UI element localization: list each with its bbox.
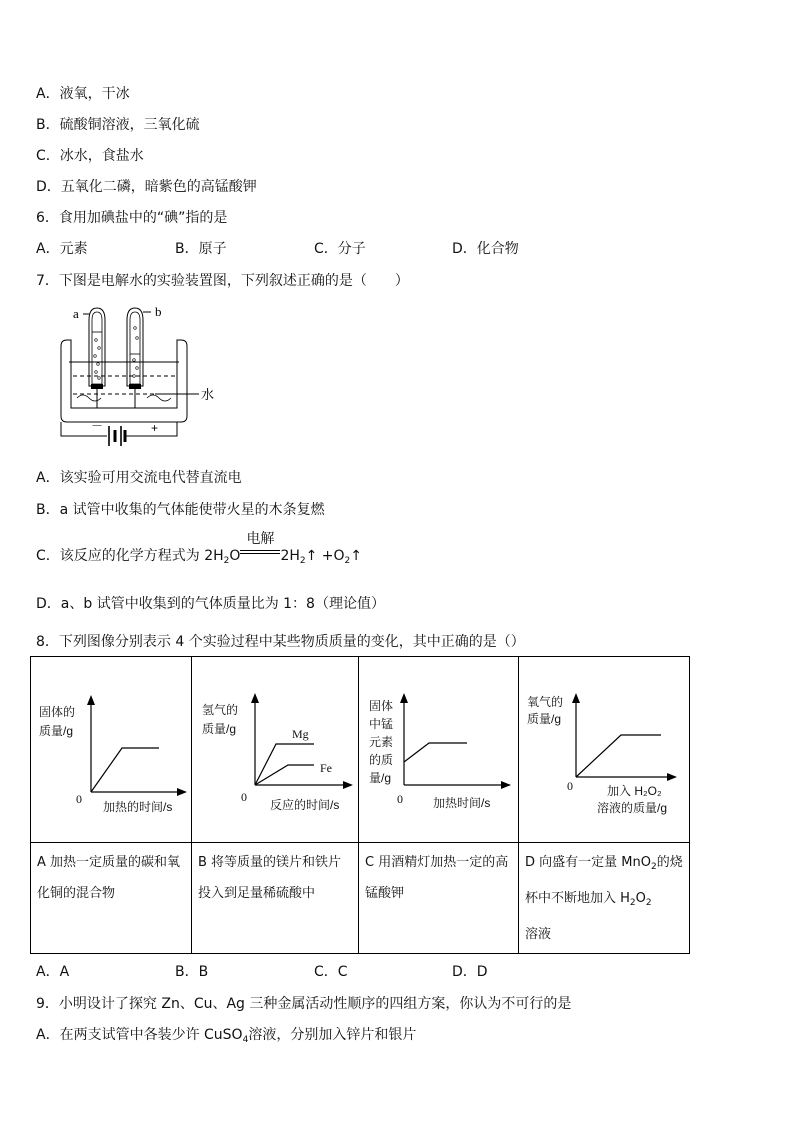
chart-a-ylabel-1: 固体的 xyxy=(39,705,76,719)
q8-option-b: B．B xyxy=(175,964,209,980)
chart-b-ylabel-2: 质量/g xyxy=(202,722,237,736)
q5-option-b: B．硫酸铜溶液，三氧化硫 xyxy=(36,117,200,133)
chart-c-caption-cell xyxy=(359,843,519,954)
q9-a-sub: 4 xyxy=(242,1035,249,1045)
q6-option-c: C．分子 xyxy=(314,241,366,257)
q6-option-b: B．原子 xyxy=(175,241,227,257)
q7-c-sub3: 2 xyxy=(344,556,351,566)
q7-c-sub1: 2 xyxy=(223,556,230,566)
q7-stem: 7．下图是电解水的实验装置图，下列叙述正确的是（ ） xyxy=(36,273,409,289)
q8-option-d: D．D xyxy=(452,964,488,980)
q9-option-a xyxy=(36,1024,416,1045)
q8-option-a: A．A xyxy=(36,964,70,980)
chart-b-origin: 0 xyxy=(241,790,247,804)
chart-d xyxy=(519,657,690,842)
chart-d-caption-sub2: 2 xyxy=(629,898,636,908)
chart-d-cell xyxy=(519,657,690,843)
water-label: 水 xyxy=(201,387,215,402)
chart-b-xlabel: 反应的时间/s xyxy=(270,798,340,812)
chart-a-caption: A 加热一定质量的碳和氧化铜的混合物 xyxy=(37,855,181,901)
chart-c-caption: C 用酒精灯加热一定的高锰酸钾 xyxy=(365,855,509,901)
chart-a-cell xyxy=(31,657,192,843)
q5-option-c: C．冰水，食盐水 xyxy=(36,148,144,164)
chart-a-origin: 0 xyxy=(76,792,82,806)
chart-c-xlabel: 加热时间/s xyxy=(433,796,491,810)
chart-a-xlabel: 加热的时间/s xyxy=(103,800,173,814)
chart-c-ylabel-4: 的质 xyxy=(369,753,394,767)
chart-d-ylabel-2: 质量/g xyxy=(527,712,562,726)
tube-b-label: b xyxy=(155,304,162,319)
q9-a-suffix: 溶液，分别加入锌片和银片 xyxy=(248,1027,417,1043)
chart-b-series-mg: Mg xyxy=(292,727,309,741)
q7-c-suffix: ↑ xyxy=(350,548,363,564)
chart-d-caption xyxy=(519,843,689,950)
chart-d-caption-suffix: 溶液 xyxy=(525,927,552,942)
chart-d-caption-sub1: 2 xyxy=(650,862,657,872)
q6-option-d: D．化合物 xyxy=(452,241,519,257)
chart-b-cell xyxy=(192,657,359,843)
q5-option-a: A．液氧，干冰 xyxy=(36,86,130,102)
chart-c xyxy=(359,657,519,842)
chart-d-caption-sub3: 2 xyxy=(645,898,652,908)
q7-option-c xyxy=(36,531,363,566)
chart-d-xlabel-2: 溶液的质量/g xyxy=(597,801,668,815)
chart-d-caption-mid: 的烧杯中不断地加入 H xyxy=(525,855,683,906)
chart-d-caption-cell xyxy=(519,843,690,954)
q5-option-d: D．五氧化二磷，暗紫色的高锰酸钾 xyxy=(36,179,257,195)
chart-d-xlabel-1: 加入 H₂O₂ xyxy=(607,784,662,798)
chart-c-ylabel-2: 中锰 xyxy=(369,717,394,731)
chart-a-ylabel-2: 质量/g xyxy=(39,724,74,738)
q7-option-a: A．该实验可用交流电代替直流电 xyxy=(36,470,242,486)
q7-c-mid2: 2H xyxy=(280,548,300,564)
chart-b-ylabel-1: 氢气的 xyxy=(202,703,239,717)
chart-c-cell xyxy=(359,657,519,843)
q9-stem: 9．小明设计了探究 Zn、Cu、Ag 三种金属活动性顺序的四组方案，你认为不可行的是 xyxy=(36,996,572,1012)
chart-d-caption-prefix: D 向盛有一定量 MnO xyxy=(525,855,651,870)
chart-b-caption: B 将等质量的镁片和铁片投入到足量稀硫酸中 xyxy=(198,855,342,901)
q7-c-condition-text: 电解 xyxy=(246,531,275,547)
q7-c-condition xyxy=(240,531,280,554)
chart-c-ylabel-5: 量/g xyxy=(369,771,392,785)
chart-b-caption-cell xyxy=(192,843,359,954)
q6-stem: 6．食用加碘盐中的“碘”指的是 xyxy=(36,210,228,226)
q7-option-b: B．a 试管中收集的气体能使带火星的木条复燃 xyxy=(36,502,325,518)
q7-c-sub2: 2 xyxy=(299,556,306,566)
chart-c-ylabel-3: 元素 xyxy=(369,735,394,749)
chart-b-series-fe: Fe xyxy=(320,761,332,775)
q8-option-c: C．C xyxy=(314,964,348,980)
chart-c-ylabel-1: 固体 xyxy=(369,699,394,713)
q8-stem: 8．下列图像分别表示 4 个实验过程中某些物质质量的变化，其中正确的是（） xyxy=(36,634,525,650)
electrolysis-apparatus-figure xyxy=(55,298,245,450)
q7-c-equals xyxy=(240,550,280,554)
q7-c-mid3: ↑ +O xyxy=(305,548,345,564)
chart-a xyxy=(31,657,192,842)
q7-c-prefix: C．该反应的化学方程式为 2H xyxy=(36,548,224,564)
chart-d-ylabel-1: 氧气的 xyxy=(527,695,564,709)
chart-a-caption-cell xyxy=(31,843,192,954)
q7-c-mid1: O xyxy=(229,548,241,564)
tube-a-label: a xyxy=(73,306,79,321)
q6-option-a: A．元素 xyxy=(36,241,88,257)
q7-option-d: D．a、b 试管中收集到的气体质量比为 1：8（理论值） xyxy=(36,596,385,612)
chart-d-origin: 0 xyxy=(567,779,573,793)
positive-terminal-label: + xyxy=(151,421,159,435)
q8-graph-table xyxy=(30,656,690,954)
chart-d-caption-mid2: O xyxy=(635,891,646,906)
chart-b xyxy=(192,657,359,842)
negative-terminal-label: － xyxy=(91,419,104,433)
chart-c-origin: 0 xyxy=(397,792,403,806)
q9-a-prefix: A．在两支试管中各装少许 CuSO xyxy=(36,1027,243,1043)
